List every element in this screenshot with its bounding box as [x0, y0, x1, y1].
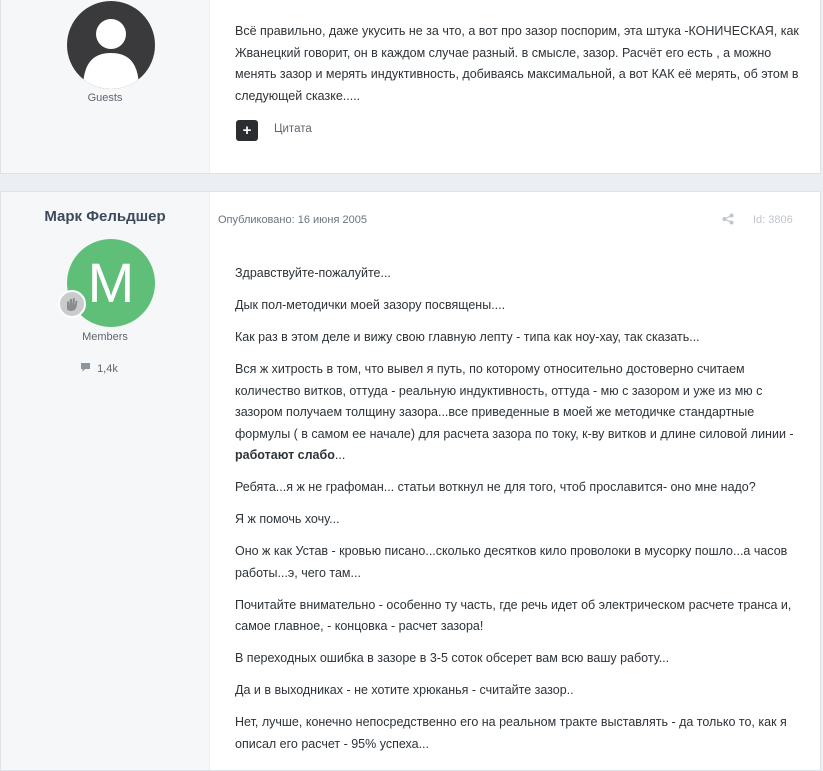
quote-button[interactable]: + — [236, 120, 258, 141]
paragraph: Ребята...я ж не графоман... статьи воткнул не для того, чтоб прославится- оно мне надо? — [235, 480, 756, 494]
post-date[interactable]: Опубликовано: 16 июня 2005 — [218, 214, 367, 226]
paragraph: Нет, лучше, конечно непосредственно его на реальном тракте выставлять - да только то, как я описал его расчет - 95% успеха... — [235, 715, 787, 751]
author-group: Guests — [87, 92, 123, 104]
paragraph-text: Вся ж хитрость в том, что вывел я путь, по которому относительно достоверно считаем количество витков, оттуда - реальную индуктивность, оттуда - мю с зазором и уже из мю с зазором получаем толщину зазора...все приведенные в моей же методичке стандартные формулы ( в самом ее начале) для расчета зазора по току, к-ву витков и длине силовой линии - — [235, 362, 794, 441]
reputation-value: 1,4k — [97, 363, 118, 375]
share-icon[interactable] — [722, 212, 734, 230]
author-group: Members — [82, 331, 128, 343]
paragraph: Здравствуйте-пожалуйте... — [235, 266, 391, 280]
post-content — [210, 0, 820, 173]
paragraph — [235, 359, 802, 467]
comment-icon — [80, 363, 94, 375]
avatar[interactable]: M — [67, 239, 155, 327]
rank-badge-icon — [58, 290, 86, 318]
paragraph: Оно ж как Устав - кровью писано...сколько десятков кило проволоки в мусорку пошло...а часов работы...э, чего там... — [235, 544, 788, 580]
paragraph: В переходных ошибка в зазоре в 3-5 соток обсерет вам всю вашу работу... — [235, 651, 670, 665]
paragraph: Я ж помочь хочу... — [235, 512, 340, 526]
post-body — [235, 263, 802, 766]
quote-link[interactable]: Цитата — [274, 123, 312, 135]
paragraph: Как раз в этом деле и вижу свою главную лепту - типа как ноу-хау, так сказать... — [235, 330, 700, 344]
paragraph: Почитайте внимательно - особенно ту часть, где речь идет об электрическом расчете транса и, самое главное, - концовка - расчет зазора! — [235, 597, 792, 633]
post-content — [210, 192, 820, 770]
bold-text: работают слабо — [235, 448, 335, 462]
default-user-icon — [67, 1, 155, 89]
post-guest — [0, 0, 821, 174]
author-panel — [1, 0, 210, 173]
hand-icon — [60, 292, 84, 316]
post-mark — [0, 191, 821, 771]
paragraph-tail: ... — [334, 448, 346, 462]
reputation-count[interactable] — [80, 362, 118, 375]
author-panel — [1, 192, 210, 770]
post-text: Всё правильно, даже укусить не за что, а вот про зазор поспорим, эта штука -КОНИЧЕСКАЯ, как Жванецкий говорит, он в каждом случае разный. в смысле, зазор. Расчёт его есть , а можно менять зазор и мерять индуктивность, добиваясь максимальной, а вот КАК её мерять, об этом в следующей сказке..... — [235, 24, 799, 103]
paragraph: Дык пол-методички моей зазору посвящены.... — [235, 298, 506, 312]
post-id: Id: 3806 — [753, 214, 793, 226]
avatar[interactable] — [67, 1, 155, 89]
author-name-link[interactable]: Марк Фельдшер — [44, 208, 166, 225]
paragraph: Да и в выходниках - не хотите хрюканья - считайте зазор.. — [235, 683, 574, 697]
